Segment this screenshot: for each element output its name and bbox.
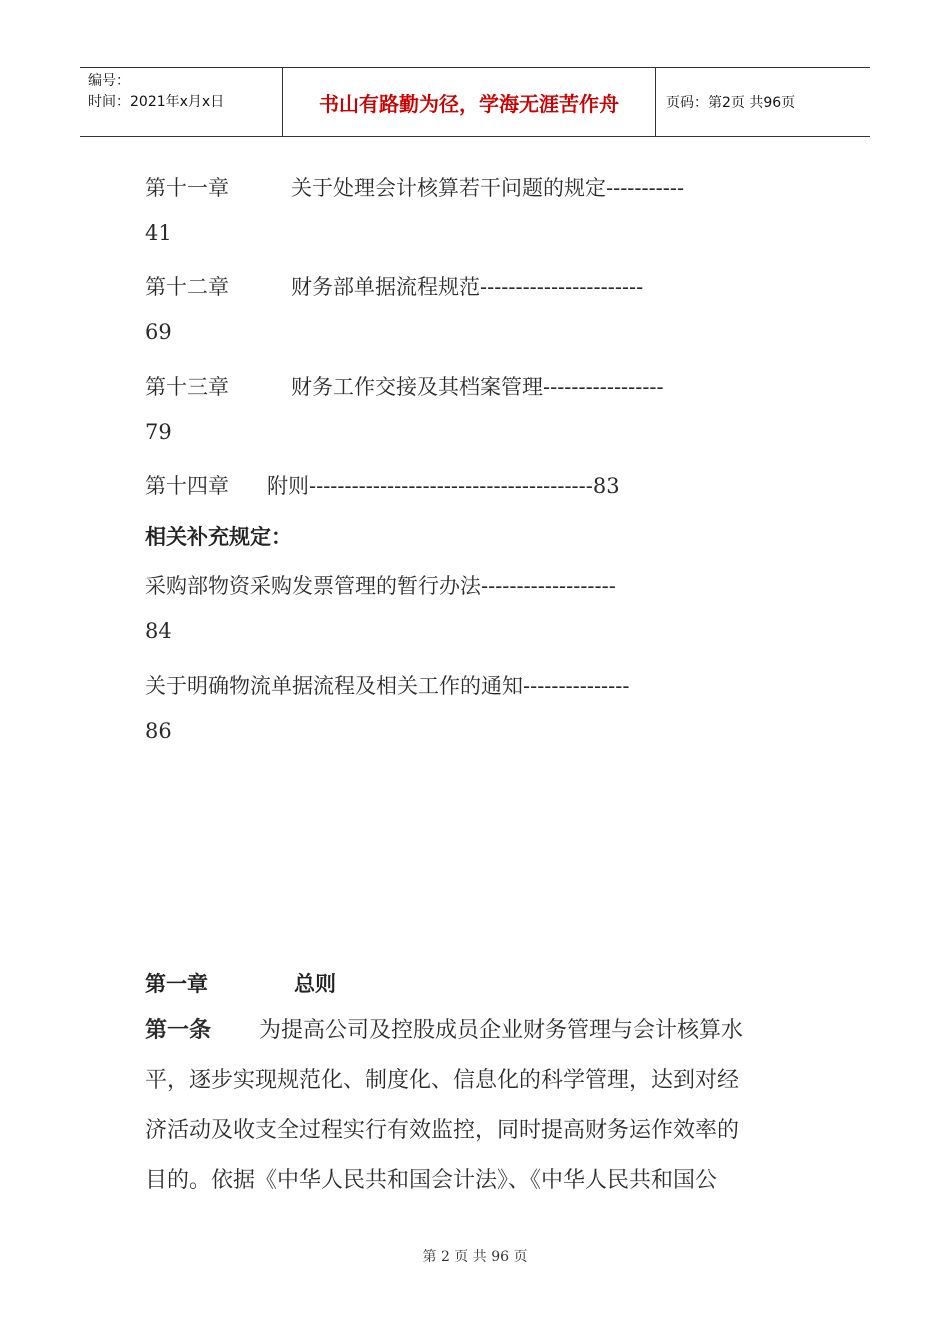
toc-leader: ----------- [606, 176, 685, 200]
chapter-title: 总则 [294, 972, 336, 996]
supplement-title: 关于明确物流单据流程及相关工作的通知 [145, 674, 523, 698]
toc-leader: ---------------------------------------- [309, 474, 593, 498]
supplement-page-2: 86 [145, 719, 172, 743]
toc-leader: --------------- [523, 674, 630, 698]
chapter-number: 第一章 [145, 972, 208, 996]
toc-title: 财务工作交接及其档案管理 [291, 375, 543, 399]
article-line-4: 目的。依据《中华人民共和国会计法》、《中华人民共和国公 [145, 1168, 718, 1193]
header-motto: 书山有路勤为径，学海无涯苦作舟 [282, 68, 656, 136]
toc-entry-14[interactable] [145, 470, 620, 500]
page-header [80, 67, 870, 137]
chapter-heading [145, 968, 336, 998]
supplement-heading: 相关补充规定： [145, 525, 292, 549]
article-paragraph [145, 1006, 810, 1206]
toc-title: 关于处理会计核算若干问题的规定 [291, 176, 606, 200]
toc-chapter: 第十一章 [145, 176, 229, 200]
toc-leader: ----------------------- [480, 275, 644, 299]
toc-entry-11[interactable] [145, 172, 684, 202]
toc-leader: ----------------- [543, 375, 664, 399]
toc-page-13: 79 [145, 420, 172, 444]
code-label: 编号： [88, 73, 130, 89]
supplement-page-1: 84 [145, 619, 172, 643]
article-line-1: 第一条 为提高公司及控股成员企业财务管理与会计核算水 [145, 1018, 744, 1043]
toc-chapter: 第十二章 [145, 275, 229, 299]
header-page-info: 页码：第2页 共96页 [666, 95, 796, 111]
toc-entry-13[interactable] [145, 371, 664, 401]
toc-entry-12[interactable] [145, 271, 643, 301]
supplement-entry-1[interactable] [145, 570, 616, 600]
toc-page-11: 41 [145, 221, 172, 245]
toc-page-12: 69 [145, 320, 172, 344]
toc-chapter: 第十三章 [145, 375, 229, 399]
time-label: 时间：2021年x月x日 [88, 94, 225, 110]
article-label: 第一条 [145, 1018, 212, 1043]
supplement-title: 采购部物资采购发票管理的暂行办法 [145, 574, 481, 598]
article-line-3: 济活动及收支全过程实行有效监控，同时提高财务运作效率的 [145, 1118, 740, 1143]
header-meta [80, 68, 282, 136]
supplement-entry-2[interactable] [145, 670, 629, 700]
toc-page-14: 83 [592, 474, 620, 498]
page-footer: 第 2 页 共 96 页 [422, 1249, 528, 1265]
toc-title: 财务部单据流程规范 [291, 275, 480, 299]
toc-chapter: 第十四章 [145, 474, 229, 498]
toc-leader: ------------------- [481, 574, 616, 598]
article-line-2: 平，逐步实现规范化、制度化、信息化的科学管理，达到对经 [145, 1068, 740, 1093]
toc-title: 附则 [267, 474, 309, 498]
